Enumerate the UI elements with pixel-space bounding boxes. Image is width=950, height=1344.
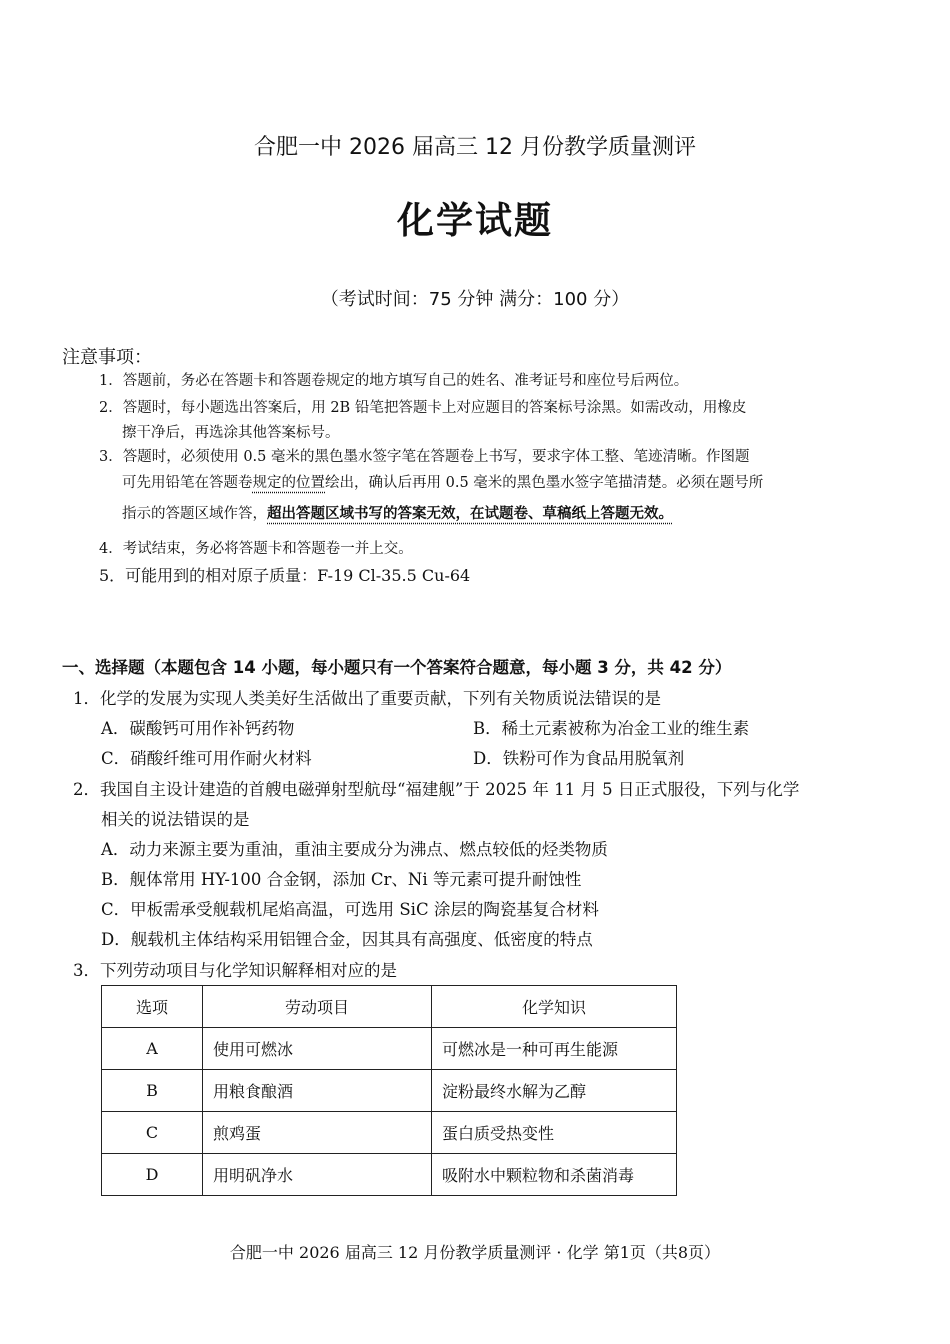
question-2-stem-line1: 2．我国自主设计建造的首艘电磁弹射型航母“福建舰”于 2025 年 11 月 5 日正式服役，下列与化学 [73, 780, 800, 799]
table-cell-option: C [102, 1112, 203, 1154]
question-2-option-c: C．甲板需承受舰载机尾焰高温，可选用 SiC 涂层的陶瓷基复合材料 [101, 900, 599, 919]
section-title: 一、选择题（本题包含 14 小题，每小题只有一个答案符合题意，每小题 3 分，共 42 分） [62, 658, 732, 677]
exam-subtitle: 合肥一中 2026 届高三 12 月份教学质量测评 [254, 135, 696, 160]
question-1-option-b: B．稀土元素被称为冶金工业的维生素 [473, 719, 750, 738]
question-1-option-a: A．碳酸钙可用作补钙药物 [101, 719, 295, 738]
table-cell-knowledge: 淀粉最终水解为乙醇 [432, 1070, 677, 1112]
emphasis-text: 规定的位置 [252, 475, 325, 491]
table-row [102, 1112, 677, 1154]
table-header-row [102, 986, 677, 1028]
table-cell-knowledge: 吸附水中颗粒物和杀菌消毒 [432, 1154, 677, 1196]
table-row [102, 1028, 677, 1070]
page-title: 化学试题 [397, 198, 553, 242]
notice-item-5: 5．可能用到的相对原子质量：F-19 Cl-35.5 Cu-64 [99, 566, 471, 585]
notice-heading: 注意事项： [62, 347, 152, 368]
table-cell-knowledge: 可燃冰是一种可再生能源 [432, 1028, 677, 1070]
notice-item-4: 4．考试结束，务必将答题卡和答题卷一并上交。 [99, 541, 413, 557]
table-row [102, 1070, 677, 1112]
question-1-stem: 1．化学的发展为实现人类美好生活做出了重要贡献，下列有关物质说法错误的是 [73, 689, 661, 708]
question-3-stem: 3．下列劳动项目与化学知识解释相对应的是 [73, 961, 397, 980]
question-1-option-d: D．铁粉可作为食品用脱氧剂 [473, 749, 685, 768]
question-1-option-c: C．硝酸纤维可用作耐火材料 [101, 749, 312, 768]
notice-item-2-line2: 擦干净后，再选涂其他答案标号。 [122, 425, 340, 441]
question-2-option-b: B．舰体常用 HY-100 合金钢，添加 Cr、Ni 等元素可提升耐蚀性 [101, 870, 582, 889]
table-cell-labor: 使用可燃冰 [203, 1028, 432, 1070]
notice-text: 绘出，确认后再用 0.5 毫米的黑色墨水签字笔描清楚。必须在题号所 [325, 475, 764, 491]
table-header-knowledge: 化学知识 [432, 986, 677, 1028]
exam-info: （考试时间：75 分钟 满分：100 分） [320, 289, 630, 310]
table-cell-option: B [102, 1070, 203, 1112]
notice-item-3-line2 [122, 471, 763, 492]
notice-text: 指示的答题区域作答， [122, 506, 267, 522]
notice-text: 可先用铅笔在答题卷 [122, 475, 253, 491]
table-cell-option: D [102, 1154, 203, 1196]
table-cell-labor: 煎鸡蛋 [203, 1112, 432, 1154]
table-header-labor: 劳动项目 [203, 986, 432, 1028]
notice-item-3-line3 [122, 502, 673, 523]
notice-item-2-line1: 2．答题时，每小题选出答案后，用 2B 铅笔把答题卡上对应题目的答案标号涂黑。如需改动，用橡皮 [99, 400, 747, 416]
table-cell-option: A [102, 1028, 203, 1070]
table-header-option: 选项 [102, 986, 203, 1028]
labor-knowledge-table [101, 985, 677, 1196]
notice-item-1: 1．答题前，务必在答题卡和答题卷规定的地方填写自己的姓名、准考证号和座位号后两位。 [99, 373, 689, 389]
question-2-option-a: A．动力来源主要为重油，重油主要成分为沸点、燃点较低的烃类物质 [101, 840, 608, 859]
table-cell-knowledge: 蛋白质受热变性 [432, 1112, 677, 1154]
table-row [102, 1154, 677, 1196]
notice-item-3-line1: 3．答题时，必须使用 0.5 毫米的黑色墨水签字笔在答题卷上书写，要求字体工整、笔迹清晰。作图题 [99, 449, 750, 465]
emphasis-bold-text: 超出答题区域书写的答案无效，在试题卷、草稿纸上答题无效。 [267, 506, 673, 522]
table-cell-labor: 用明矾净水 [203, 1154, 432, 1196]
question-2-option-d: D．舰载机主体结构采用铝锂合金，因其具有高强度、低密度的特点 [101, 930, 593, 949]
page-footer: 合肥一中 2026 届高三 12 月份教学质量测评 · 化学 第1页（共8页） [229, 1243, 721, 1262]
table-cell-labor: 用粮食酿酒 [203, 1070, 432, 1112]
question-2-stem-line2: 相关的说法错误的是 [101, 810, 250, 829]
